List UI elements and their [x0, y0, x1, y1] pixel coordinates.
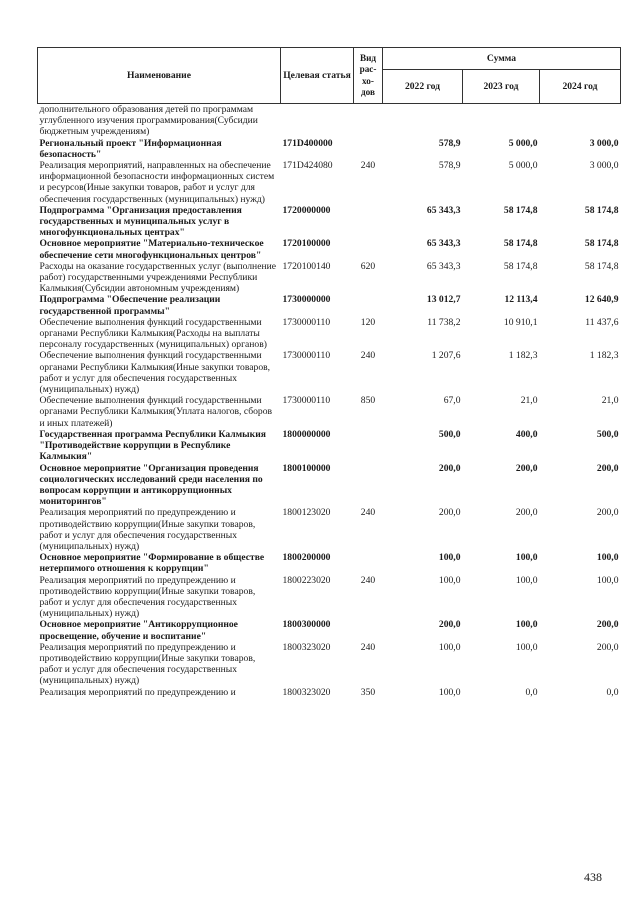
table-body [38, 104, 621, 698]
row-sum-2024: 100,0 [596, 574, 619, 586]
row-expense-kind: 240 [360, 574, 376, 586]
row-sum-2023: 100,0 [515, 619, 538, 631]
header-year-2023: 2023 год [463, 70, 540, 104]
row-name: Реализация мероприятий по предупреждению и противодействию коррупции(Иные закупки товаров, работ и услуг для обеспечения государственных (муниципальных) нужд) [39, 641, 256, 687]
header-year-2024: 2024 год [540, 70, 621, 104]
row-sum-2024: 11 437,6 [585, 316, 619, 328]
row-name: Основное мероприятие "Организация проведения социологических исследований среди населения по вопросам коррупции и антикоррупционных мониторингов" [39, 462, 263, 508]
row-sum-2022: 578,9 [438, 137, 461, 149]
row-sum-2022: 67,0 [443, 395, 461, 407]
table-row [38, 160, 621, 205]
row-expense-kind: 120 [360, 316, 376, 328]
row-expense-kind: 240 [360, 160, 376, 172]
row-sum-2022: 1 207,6 [431, 350, 461, 362]
row-name: Государственная программа Республики Калмыкия "Противодействие коррупции в Республике Калмыкия" [39, 428, 266, 463]
row-target-article: 171D400000 [282, 137, 333, 149]
row-target-article: 1800000000 [282, 428, 331, 440]
row-expense-kind [354, 294, 383, 316]
row-sum-2024: 1 182,3 [589, 350, 619, 362]
row-sum-2022: 100,0 [438, 641, 461, 653]
row-sum-2022: 200,0 [438, 507, 461, 519]
row-sum-2023: 5 000,0 [508, 160, 538, 172]
row-sum-2024: 58 174,8 [584, 238, 619, 250]
table-row [38, 642, 621, 687]
header-sum: Сумма [383, 48, 621, 70]
table-row [38, 104, 621, 138]
row-target-article: 1800123020 [282, 507, 331, 519]
row-expense-kind: 620 [360, 260, 376, 272]
row-sum-2023: 1 182,3 [508, 350, 538, 362]
table-row [38, 395, 621, 429]
row-sum-2023: 100,0 [515, 574, 538, 586]
row-target-article: 1800223020 [282, 574, 331, 586]
row-sum-2022: 65 343,3 [426, 238, 461, 250]
row-target-article: 1800300000 [282, 619, 331, 631]
row-target-article: 1800100000 [282, 462, 331, 474]
row-target-article: 1720100140 [282, 260, 331, 272]
table-row [38, 429, 621, 463]
header-name: Наименование [38, 48, 281, 104]
row-sum-2024: 200,0 [596, 619, 619, 631]
table-row [38, 575, 621, 620]
header-year-2022: 2022 год [383, 70, 463, 104]
row-expense-kind [354, 238, 383, 260]
row-target-article [281, 104, 354, 138]
row-expense-kind: 240 [360, 507, 376, 519]
row-sum-2022: 100,0 [438, 552, 461, 564]
row-expense-kind: 240 [360, 641, 376, 653]
row-sum-2023: 400,0 [515, 428, 538, 440]
row-name: Реализация мероприятий по предупреждению и противодействию коррупции(Иные закупки товаров, работ и услуг для обеспечения государственных (муниципальных) нужд) [39, 507, 256, 552]
table-row [38, 507, 621, 552]
row-sum-2023: 58 174,8 [503, 204, 538, 216]
row-sum-2023: 100,0 [515, 552, 538, 564]
row-sum-2023: 200,0 [515, 507, 538, 519]
row-sum-2024: 3 000,0 [589, 160, 619, 172]
row-sum-2023: 12 113,4 [504, 294, 538, 306]
row-expense-kind: 850 [360, 395, 376, 407]
row-sum-2022: 13 012,7 [426, 294, 461, 306]
row-sum-2022: 100,0 [438, 686, 461, 698]
row-sum-2024: 21,0 [601, 395, 619, 407]
row-sum-2022: 200,0 [438, 619, 461, 631]
row-sum-2023: 200,0 [515, 462, 538, 474]
row-sum-2024: 500,0 [596, 428, 619, 440]
row-name: Реализация мероприятий по предупреждению и противодействию коррупции(Иные закупки товаров, работ и услуг для обеспечения государственных (муниципальных) нужд) [39, 574, 256, 620]
row-target-article: 1730000110 [282, 316, 331, 328]
row-sum-2023: 58 174,8 [503, 260, 538, 272]
table-row [38, 552, 621, 574]
row-sum-2024: 58 174,8 [584, 204, 619, 216]
row-name: Основное мероприятие "Материально-техническое обеспечение сети многофункциональных центров" [39, 238, 264, 261]
row-expense-kind [354, 463, 383, 508]
row-expense-kind [354, 205, 383, 239]
row-name: Региональный проект "Информационная безопасность" [39, 137, 222, 160]
row-name: Реализация мероприятий, направленных на обеспечение информационной безопасности информационных систем и ресурсов(Иные закупки товаров, работ и услуг для обеспечения государственных (муниципальных) нужд) [39, 160, 275, 205]
table-row [38, 238, 621, 260]
row-sum-2023: 100,0 [515, 641, 538, 653]
row-sum-2024: 58 174,8 [584, 260, 619, 272]
row-sum-2024: 12 640,9 [584, 294, 619, 306]
row-sum-2024: 200,0 [596, 462, 619, 474]
row-sum-2023: 21,0 [520, 395, 538, 407]
row-name: Основное мероприятие "Формирование в обществе нетерпимого отношения к коррупции" [39, 552, 265, 575]
row-sum-2022: 65 343,3 [426, 204, 461, 216]
row-expense-kind [354, 138, 383, 160]
row-sum-2024: 100,0 [596, 552, 619, 564]
row-name: дополнительного образования детей по программам углубленного изучения программирования(Субсидии бюджетным учреждениям) [39, 104, 258, 138]
row-target-article: 1800323020 [282, 686, 331, 698]
row-sum-2022: 200,0 [438, 462, 461, 474]
table-row [38, 619, 621, 641]
header-target-article: Целевая статья [281, 48, 354, 104]
row-expense-kind [354, 552, 383, 574]
row-sum-2024: 200,0 [596, 507, 619, 519]
header-expense-kind: Вид рас-хо-дов [354, 48, 383, 104]
row-expense-kind [354, 429, 383, 463]
table-row [38, 687, 621, 698]
row-sum-2023: 5 000,0 [508, 137, 538, 149]
row-target-article: 1720000000 [282, 204, 331, 216]
table-row [38, 261, 621, 295]
row-sum-2023: 0,0 [525, 686, 538, 698]
row-target-article: 1720100000 [282, 238, 331, 250]
row-expense-kind [354, 104, 383, 138]
row-name: Подпрограмма "Обеспечение реализации государственной программы" [39, 294, 221, 317]
table-row [38, 205, 621, 239]
budget-table [37, 47, 621, 698]
row-sum-2023: 58 174,8 [503, 238, 538, 250]
row-sum-2022: 578,9 [438, 160, 461, 172]
row-target-article: 1800323020 [282, 641, 331, 653]
row-name: Подпрограмма "Организация предоставления государственных и муниципальных услуг в многофункциональных центрах" [39, 204, 242, 239]
row-target-article: 1800200000 [282, 552, 331, 564]
row-sum-2024: 200,0 [596, 641, 619, 653]
table-row [38, 350, 621, 395]
row-sum-2022: 500,0 [438, 428, 461, 440]
row-sum-2023 [463, 104, 540, 138]
table-row [38, 294, 621, 316]
row-name: Реализация мероприятий по предупреждению и [39, 686, 236, 698]
row-sum-2022: 11 738,2 [427, 316, 461, 328]
row-name: Обеспечение выполнения функций государственными органами Республики Калмыкия(Уплата налогов, сборов и иных платежей) [39, 395, 273, 429]
table-row [38, 317, 621, 351]
table-row [38, 138, 621, 160]
row-expense-kind: 350 [360, 686, 376, 698]
row-target-article: 1730000000 [282, 294, 331, 306]
row-target-article: 1730000110 [282, 350, 331, 362]
row-sum-2022 [383, 104, 463, 138]
row-name: Расходы на оказание государственных услуг (выполнение работ) государственными учреждениями Республики Калмыкия(Субсидии автономным учреждениям) [39, 260, 276, 295]
row-sum-2024 [540, 104, 621, 138]
row-target-article: 171D424080 [282, 160, 333, 172]
row-name: Основное мероприятие "Антикоррупционное просвещение, обучение и воспитание" [39, 619, 238, 642]
row-name: Обеспечение выполнения функций государственными органами Республики Калмыкия(Расходы на выплаты персоналу государственных (муниципальных) органов) [39, 316, 267, 351]
row-sum-2022: 65 343,3 [426, 260, 461, 272]
row-name: Обеспечение выполнения функций государственными органами Республики Калмыкия(Иные закупки товаров, работ и услуг для обеспечения государственных (муниципальных) нужд) [39, 350, 271, 396]
row-expense-kind: 240 [360, 350, 376, 362]
row-expense-kind [354, 619, 383, 641]
row-sum-2023: 10 910,1 [503, 316, 538, 328]
row-target-article: 1730000110 [282, 395, 331, 407]
row-sum-2024: 3 000,0 [589, 137, 619, 149]
page-number: 438 [584, 870, 602, 884]
table-row [38, 463, 621, 508]
row-sum-2022: 100,0 [438, 574, 461, 586]
row-sum-2024: 0,0 [606, 686, 619, 698]
